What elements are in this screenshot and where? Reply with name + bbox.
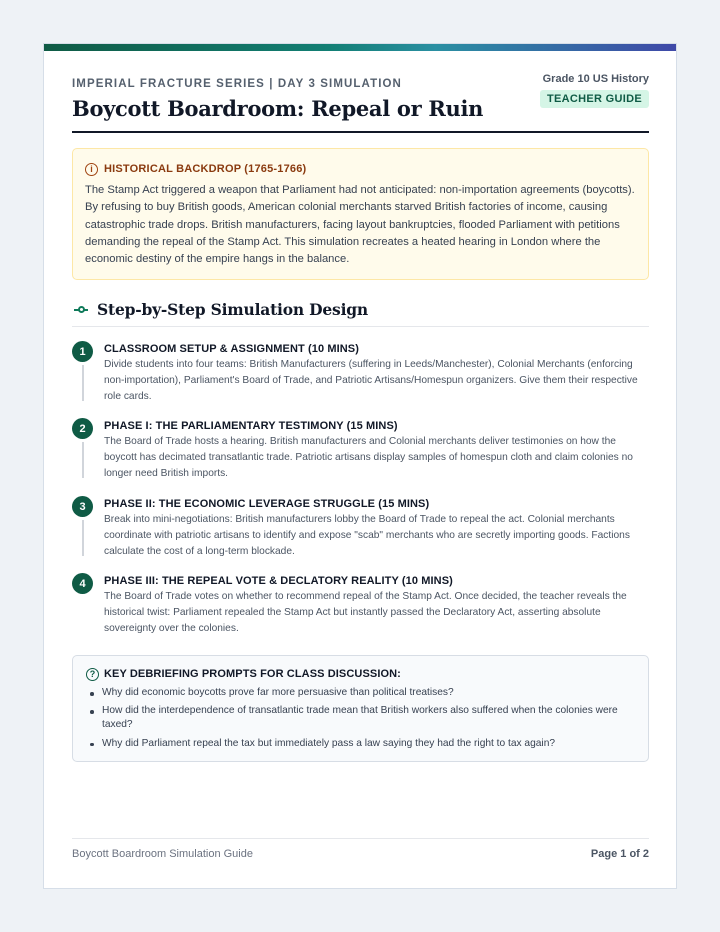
teacher-guide-badge: TEACHER GUIDE — [540, 90, 649, 108]
prompt-item: Why did economic boycotts prove far more persuasive than political treatises? — [86, 686, 635, 700]
info-icon: i — [85, 163, 98, 176]
backdrop-text: The Stamp Act triggered a weapon that Parliament had not anticipated: non-importation agreements (boycotts). By refusing to buy British goods, American colonial merchants starved British factories of income, causing catastrophic trade drops. British manufacturers, facing layout bankruptcies, flooded Parliament with petitions demanding the repeal of the Stamp Act. This simulation recreates a heated hearing in London where the economic destiny of the empire hangs in the balance. — [85, 184, 635, 266]
step-connector-line — [82, 365, 84, 401]
step-description: Break into mini-negotiations: British manufacturers lobby the Board of Trade to repeal the act. Colonial merchants coordinate with patriotic artisans to identify and expose "scab" merchants who are secretly importing goods. Factions calculate the cost of a long-term blockade. — [104, 514, 630, 558]
question-circle-icon: ? — [86, 668, 99, 681]
step-description: Divide students into four teams: British Manufacturers (suffering in Leeds/Manchester), Colonial Merchants (enforcing non-importation), Parliament's Board of Trade, and Patriotic Artisans/Homespun organizers. Give them their respective role cards. — [104, 359, 638, 403]
step-connector-line — [82, 520, 84, 556]
prompt-item: Why did Parliament repeal the tax but immediately pass a law saying they had the right to tax again? — [86, 737, 635, 751]
footer-guide-name: Boycott Boardroom Simulation Guide — [72, 848, 253, 860]
step-number-badge: 2 — [72, 418, 93, 439]
step-title: PHASE I: THE PARLIAMENTARY TESTIMONY (15 MINS) — [104, 420, 398, 432]
prompts-header — [86, 666, 635, 682]
page-header — [72, 73, 649, 134]
series-label: IMPERIAL FRACTURE SERIES | DAY 3 SIMULATION — [72, 78, 402, 90]
section-title: Step-by-Step Simulation Design — [97, 300, 368, 319]
gradient-top-bar — [44, 44, 676, 51]
step-connector-line — [82, 442, 84, 478]
prompts-list — [86, 686, 635, 751]
backdrop-header — [85, 160, 636, 178]
backdrop-title: HISTORICAL BACKDROP (1765-1766) — [104, 163, 307, 175]
prompts-title: KEY DEBRIEFING PROMPTS FOR CLASS DISCUSSION: — [104, 668, 401, 680]
step-number-badge: 3 — [72, 496, 93, 517]
step-title: CLASSROOM SETUP & ASSIGNMENT (10 MINS) — [104, 343, 359, 355]
page-footer — [72, 838, 649, 868]
step-description: The Board of Trade hosts a hearing. British manufacturers and Colonial merchants deliver testimonies on how the boycott has decimated transatlantic trade. Patriotic artisans display samples of homespun cloth and claim colonies no longer need British imports. — [104, 436, 633, 480]
guide-page — [43, 43, 677, 889]
timeline-node-icon — [74, 305, 88, 315]
grade-label: Grade 10 US History — [542, 73, 649, 85]
step-number-badge: 4 — [72, 573, 93, 594]
simulation-design-heading — [72, 300, 649, 327]
prompt-item: How did the interdependence of transatlantic trade mean that British workers also suffered when the colonies were taxed? — [86, 704, 635, 732]
page-title: Boycott Boardroom: Repeal or Ruin — [72, 96, 484, 121]
step-number-badge: 1 — [72, 341, 93, 362]
title-divider — [72, 131, 649, 133]
step-description: The Board of Trade votes on whether to recommend repeal of the Stamp Act. Once decided, the teacher reveals the historical twist: Parliament repealed the Stamp Act but instantly passed the Declaratory Act, asserting absolute sovereignty over the colonies. — [104, 591, 627, 635]
historical-backdrop-callout — [72, 148, 649, 280]
step-title: PHASE II: THE ECONOMIC LEVERAGE STRUGGLE (15 MINS) — [104, 498, 430, 510]
debriefing-prompts-box — [72, 655, 649, 762]
page-number: Page 1 of 2 — [590, 848, 649, 860]
step-title: PHASE III: THE REPEAL VOTE & DECLATORY REALITY (10 MINS) — [104, 575, 453, 587]
